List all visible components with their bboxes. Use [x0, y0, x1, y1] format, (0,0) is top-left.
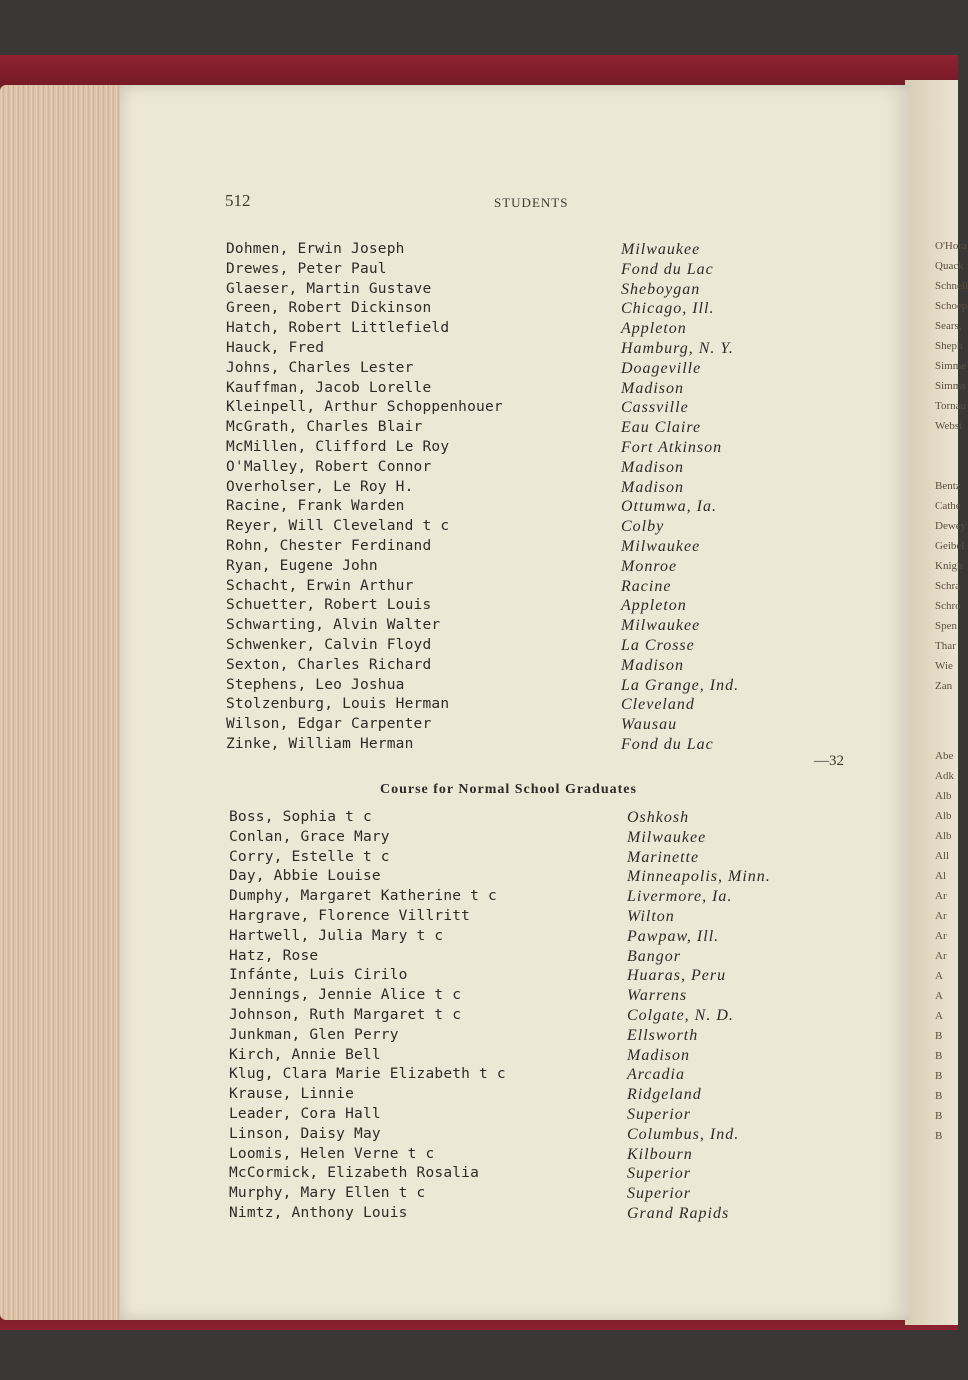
student-name: Johnson, Ruth Margaret t c — [229, 1007, 462, 1023]
student-name: Boss, Sophia t c — [229, 809, 372, 825]
facing-page-fragment: Abe — [935, 750, 954, 762]
student-hometown: Colgate, N. D. — [627, 1007, 734, 1024]
student-name: Conlan, Grace Mary — [229, 828, 390, 845]
facing-page-fragment: A — [935, 970, 943, 982]
student-hometown: Chicago, Ill. — [621, 300, 715, 318]
student-name: McCormick, Elizabeth Rosalia — [229, 1165, 480, 1182]
list-item — [226, 716, 906, 736]
student-name: Krause, Linnie — [229, 1086, 355, 1103]
facing-page-fragment: Sheph — [935, 340, 963, 352]
student-hometown: Oshkosh — [627, 809, 690, 826]
student-hometown: Grand Rapids — [627, 1205, 730, 1222]
student-hometown: Kilbourn — [627, 1145, 693, 1163]
student-hometown: Marinette — [627, 848, 700, 866]
list-item — [229, 1185, 909, 1205]
facing-page-fragment: Alb — [935, 810, 952, 822]
student-name: McMillen, Clifford Le Roy — [226, 439, 450, 455]
student-hometown: Madison — [627, 1046, 690, 1064]
running-head: STUDENTS — [494, 195, 569, 210]
student-name: Dumphy, Margaret Katherine t c — [229, 888, 497, 905]
facing-page-fragment: Ar — [935, 890, 947, 902]
list-item — [229, 928, 909, 948]
facing-page-fragment: Schro — [935, 600, 961, 612]
list-item — [229, 908, 909, 928]
student-name: Johns, Charles Lester — [226, 359, 414, 376]
student-hometown: Wilton — [627, 908, 675, 925]
student-hometown: Madison — [621, 458, 684, 476]
list-item — [229, 1047, 909, 1067]
student-name: Klug, Clara Marie Elizabeth t c — [229, 1066, 506, 1083]
student-hometown: Madison — [621, 478, 684, 496]
student-hometown: Livermore, Ia. — [627, 888, 733, 906]
facing-page-fragment: All — [935, 850, 950, 862]
student-hometown: Madison — [621, 379, 684, 397]
student-hometown: Huaras, Peru — [627, 967, 727, 985]
student-name: Kleinpell, Arthur Schoppenhouer — [226, 399, 503, 416]
facing-page-fragment: Ar — [935, 930, 947, 942]
student-name: Hauck, Fred — [226, 340, 325, 356]
student-name: Overholser, Le Roy H. — [226, 478, 414, 495]
student-name: Hatch, Robert Littlefield — [226, 320, 450, 337]
student-hometown: Wausau — [621, 716, 678, 734]
student-hometown: Milwaukee — [621, 538, 701, 555]
student-name: Hartwell, Julia Mary t c — [229, 927, 444, 944]
list-item — [226, 439, 906, 459]
list-item — [229, 1126, 909, 1146]
list-item — [226, 261, 906, 281]
student-name: Dohmen, Erwin Joseph — [226, 241, 405, 257]
facing-page-fragment: Knigh — [935, 560, 963, 572]
list-item — [226, 657, 906, 677]
list-item — [226, 340, 906, 360]
facing-page-fragment: B — [935, 1070, 943, 1082]
student-hometown: Milwaukee — [621, 617, 701, 635]
student-name: Wilson, Edgar Carpenter — [226, 716, 432, 733]
student-hometown: La Grange, Ind. — [621, 676, 740, 694]
list-item — [226, 518, 906, 538]
list-item — [229, 967, 909, 987]
list-item — [226, 578, 906, 598]
list-item — [229, 1027, 909, 1047]
student-hometown: Eau Claire — [621, 419, 702, 437]
student-name: Sexton, Charles Richard — [226, 656, 432, 673]
facing-page-fragment: Quack — [935, 260, 964, 272]
student-name: Nimtz, Anthony Louis — [229, 1205, 408, 1221]
facing-page-fragment: A — [935, 990, 943, 1002]
student-hometown: Ellsworth — [627, 1026, 699, 1044]
list-item — [226, 538, 906, 558]
section-2-heading: Course for Normal School Graduates — [380, 782, 637, 797]
student-hometown: La Crosse — [621, 637, 695, 654]
list-item — [229, 1066, 909, 1086]
list-item — [226, 637, 906, 657]
student-hometown: Monroe — [621, 557, 678, 575]
student-name: Racine, Frank Warden — [226, 498, 405, 515]
facing-page-fragment: A — [935, 1010, 943, 1022]
list-item — [229, 1007, 909, 1027]
section-1-subtotal: —32 — [814, 753, 844, 769]
student-name: Ryan, Eugene John — [226, 557, 378, 574]
list-item — [226, 281, 906, 301]
student-name: Corry, Estelle t c — [229, 848, 390, 865]
student-hometown: Milwaukee — [621, 241, 701, 258]
list-item — [226, 241, 906, 261]
facing-page-fragment: O'Hora — [935, 240, 967, 252]
facing-page-fragment: B — [935, 1030, 943, 1042]
student-name: Green, Robert Dickinson — [226, 300, 432, 317]
list-item — [226, 736, 906, 756]
facing-page-fragment: B — [935, 1090, 943, 1102]
page-edges — [0, 85, 125, 1320]
list-item — [226, 300, 906, 320]
student-hometown: Superior — [627, 1165, 691, 1183]
facing-page-fragment: B — [935, 1110, 943, 1122]
facing-page-fragment: Schoep — [935, 300, 968, 312]
student-hometown: Fond du Lac — [621, 736, 714, 753]
student-name: Jennings, Jennie Alice t c — [229, 987, 462, 1004]
list-item — [229, 829, 909, 849]
facing-page-fragment: Adk — [935, 770, 954, 782]
list-item — [229, 849, 909, 869]
facing-page-fragment: Cathe — [935, 500, 961, 512]
student-name: Schwarting, Alvin Walter — [226, 617, 441, 634]
student-name: Hatz, Rose — [229, 947, 319, 964]
facing-page-fragment: B — [935, 1050, 943, 1062]
list-item — [226, 479, 906, 499]
student-name: Schwenker, Calvin Floyd — [226, 637, 432, 653]
list-item — [229, 987, 909, 1007]
student-name: Reyer, Will Cleveland t c — [226, 518, 450, 535]
list-item — [226, 380, 906, 400]
student-name: Drewes, Peter Paul — [226, 260, 387, 277]
student-hometown: Hamburg, N. Y. — [621, 340, 734, 357]
student-name: Stephens, Leo Joshua — [226, 676, 405, 693]
student-name: Schacht, Erwin Arthur — [226, 577, 414, 594]
book-page — [120, 85, 910, 1320]
page-number: 512 — [225, 191, 251, 210]
student-hometown: Madison — [621, 656, 684, 674]
student-name: Hargrave, Florence Villritt — [229, 908, 471, 924]
facing-page-fragment: Simms — [935, 380, 966, 392]
list-item — [229, 1165, 909, 1185]
student-hometown: Minneapolis, Minn. — [627, 868, 771, 886]
facing-page-fragment: Schnell — [935, 280, 968, 292]
student-name: Murphy, Mary Ellen t c — [229, 1185, 426, 1202]
list-item — [226, 419, 906, 439]
facing-page-fragment: Wie — [935, 660, 953, 672]
list-item — [229, 1106, 909, 1126]
student-hometown: Appleton — [621, 320, 687, 338]
student-hometown: Arcadia — [627, 1066, 685, 1084]
student-hometown: Fond du Lac — [621, 260, 714, 278]
facing-page-fragment: Zan — [935, 680, 953, 692]
student-hometown: Racine — [621, 577, 672, 595]
student-name: Leader, Cora Hall — [229, 1106, 381, 1122]
facing-page-fragment: Alb — [935, 790, 952, 802]
list-item — [229, 1205, 909, 1225]
student-hometown: Ridgeland — [627, 1086, 702, 1104]
student-name: Stolzenburg, Louis Herman — [226, 696, 450, 713]
facing-page-fragment: Alb — [935, 830, 952, 842]
student-hometown: Warrens — [627, 987, 688, 1005]
list-item — [226, 459, 906, 479]
student-hometown: Sheboygan — [621, 280, 701, 298]
list-item — [229, 1146, 909, 1166]
list-item — [226, 360, 906, 380]
student-name: Kirch, Annie Bell — [229, 1046, 381, 1063]
facing-page-fragment: Webst — [935, 420, 963, 432]
student-hometown: Superior — [627, 1185, 691, 1203]
list-item — [226, 696, 906, 716]
facing-page-fragment: B — [935, 1130, 943, 1142]
student-hometown: Ottumwa, Ia. — [621, 498, 717, 516]
list-item — [226, 399, 906, 419]
facing-page-fragment: Bentz — [935, 480, 961, 492]
list-item — [226, 617, 906, 637]
student-hometown: Fort Atkinson — [621, 439, 723, 456]
facing-page-fragment: Ar — [935, 910, 947, 922]
list-item — [226, 320, 906, 340]
student-hometown: Doageville — [621, 359, 702, 377]
student-name: Glaeser, Martin Gustave — [226, 280, 432, 297]
facing-page-fragment: Geibel — [935, 540, 965, 552]
list-item — [229, 809, 909, 829]
student-name: Day, Abbie Louise — [229, 868, 381, 885]
student-name: Kauffman, Jacob Lorelle — [226, 379, 432, 396]
student-name: Infánte, Luis Cirilo — [229, 967, 408, 984]
student-name: McGrath, Charles Blair — [226, 419, 423, 436]
facing-page-fragment: Tornau — [935, 400, 966, 412]
student-hometown: Colby — [621, 518, 665, 536]
student-name: Schuetter, Robert Louis — [226, 597, 432, 614]
facing-page — [905, 80, 968, 1325]
student-hometown: Columbus, Ind. — [627, 1125, 740, 1143]
list-item — [229, 868, 909, 888]
list-item — [229, 948, 909, 968]
facing-page-fragment: Ar — [935, 950, 947, 962]
student-hometown: Bangor — [627, 947, 681, 965]
list-item — [229, 888, 909, 908]
facing-page-fragment: Thar — [935, 640, 956, 652]
facing-page-fragment: Al — [935, 870, 946, 882]
student-hometown: Cassville — [621, 399, 689, 417]
student-hometown: Appleton — [621, 597, 687, 615]
facing-page-fragment: Spen — [935, 620, 957, 632]
list-item — [229, 1086, 909, 1106]
student-name: Loomis, Helen Verne t c — [229, 1145, 435, 1162]
facing-page-fragment: Sears, — [935, 320, 962, 332]
student-name: Zinke, William Herman — [226, 736, 414, 752]
list-item — [226, 558, 906, 578]
facing-page-fragment: Schra — [935, 580, 961, 592]
student-name: Rohn, Chester Ferdinand — [226, 538, 432, 554]
list-item — [226, 597, 906, 617]
facing-page-fragment: Dewey — [935, 520, 967, 532]
list-item — [226, 677, 906, 697]
student-hometown: Pawpaw, Ill. — [627, 927, 720, 945]
student-name: Junkman, Glen Perry — [229, 1026, 399, 1043]
student-hometown: Superior — [627, 1106, 691, 1123]
facing-page-fragment: Simme — [935, 360, 967, 372]
list-item — [226, 498, 906, 518]
student-hometown: Cleveland — [621, 696, 695, 714]
student-name: Linson, Daisy May — [229, 1125, 381, 1142]
student-hometown: Milwaukee — [627, 828, 707, 846]
student-name: O'Malley, Robert Connor — [226, 458, 432, 475]
